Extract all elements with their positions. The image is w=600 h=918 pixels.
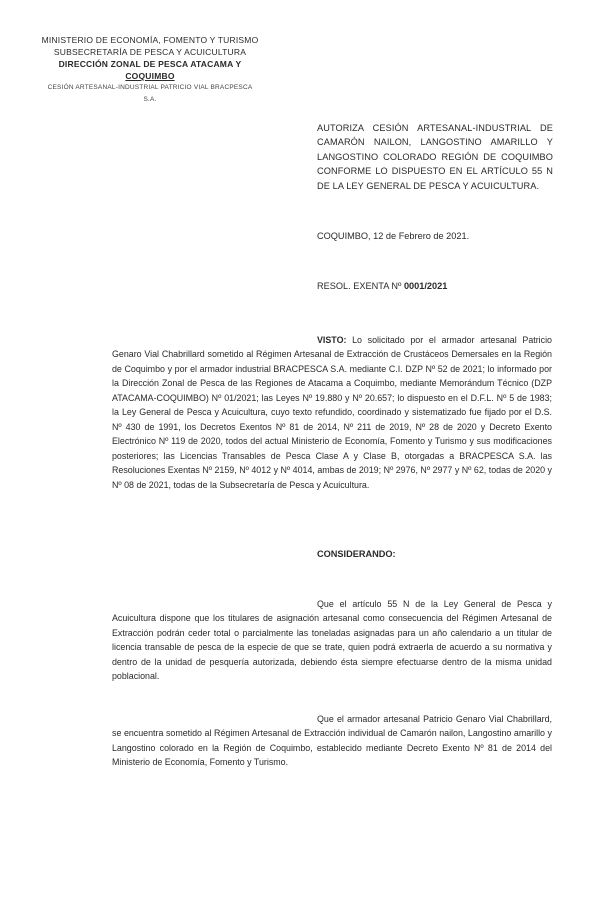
resolution-number-value: 0001/2021: [403, 281, 448, 291]
letterhead: [20, 34, 280, 106]
subsecretaria-line: SUBSECRETARÍA DE PESCA Y ACUICULTURA: [53, 47, 247, 57]
resolution-date: COQUIMBO, 12 de Febrero de 2021.: [317, 231, 470, 241]
visto-text: Lo solicitado por el armador artesanal Patricio Genaro Vial Chabrillard sometido al Régimen Artesanal de Extracción de Crustáceos Demersales en la Región de Coquimbo y por el armador industrial BRACPESCA S.A. mediante C.I. DZP Nº 52 de 2021; lo informado por la Dirección Zonal de Pesca de las Regiones de Atacama a Coquimbo, mediante Memorándum Técnico (DZP ATACAMA-COQUIMBO) Nº 01/2021; las Leyes Nº 19.880 y Nº 20.657; lo dispuesto en el D.F.L. Nº 5 de 1983; la Ley General de Pesca y Acuicultura, cuyo texto refundido, coordinado y sistematizado fue fijado por el D.S. Nº 430 de 1991, los Decretos Exentos Nº 81 de 2014, Nº 211 de 2019, Nº 28 de 2020 y Decreto Exento Electrónico Nº 119 de 2020, todos del actual Ministerio de Economía, Fomento y Turismo y sus modificaciones posteriores; las Licencias Transables de Pesca Clase A y Clase B, otorgadas a BRACPESCA S.A. las Resoluciones Exentas Nº 2159, Nº 4012 y Nº 4014, ambas de 2019; Nº 2976, Nº 2977 y Nº 62, todas de 2020 y Nº 08 de 2021, todas de la Subsecretaría de Pesca y Acuicultura.: [112, 335, 552, 490]
resolution-subject: AUTORIZA CESIÓN ARTESANAL-INDUSTRIAL DE CAMARÓN NAILON, LANGOSTINO AMARILLO Y LANGOSTINO COLORADO REGIÓN DE COQUIMBO CONFORME LO DISPUESTO EN EL ARTÍCULO 55 N DE LA LEY GENERAL DE PESCA Y ACUICULTURA.: [317, 123, 553, 191]
considerando-text-2: Que el armador artesanal Patricio Genaro Vial Chabrillard, se encuentra sometido al Régimen Artesanal de Extracción individual de Camarón nailon, Langostino amarillo y Langostino colorado en la Región de Coquimbo, establecido mediante Decreto Exento Nº 81 de 2014 del Ministerio de Economía, Fomento y Turismo.: [112, 714, 552, 768]
coquimbo-line: COQUIMBO: [125, 71, 175, 81]
visto-paragraph: [112, 333, 552, 492]
resolution-number: [317, 281, 447, 291]
reference-line: CESIÓN ARTESANAL-INDUSTRIAL PATRICIO VIAL BRACPESCA: [47, 84, 253, 91]
considerando-paragraph-1: [112, 597, 552, 684]
reference-line-2: S.A.: [143, 96, 157, 103]
resolution-label: RESOL. EXENTA Nº: [317, 281, 402, 291]
ministry-line: MINISTERIO DE ECONOMÍA, FOMENTO Y TURISMO: [41, 35, 259, 45]
considerando-text-1: Que el artículo 55 N de la Ley General de Pesca y Acuicultura dispone que los titulares de asignación artesanal como consecuencia del Régimen Artesanal de Extracción podrán ceder total o parcialmente las toneladas asignadas para un año calendario a un titular de licencia transable de pesca de la especie de que se trate, quien podrá extraerla de acuerdo a su normativa y dentro de la unidad de pesquería autorizada, debiendo ésta siempre efectuarse dentro de la misma unidad poblacional.: [112, 599, 552, 682]
considerando-paragraph-2: [112, 712, 552, 770]
direccion-zonal-line: DIRECCIÓN ZONAL DE PESCA ATACAMA Y: [58, 59, 242, 69]
considerando-heading: CONSIDERANDO:: [317, 549, 396, 559]
visto-label: VISTO:: [317, 335, 347, 345]
